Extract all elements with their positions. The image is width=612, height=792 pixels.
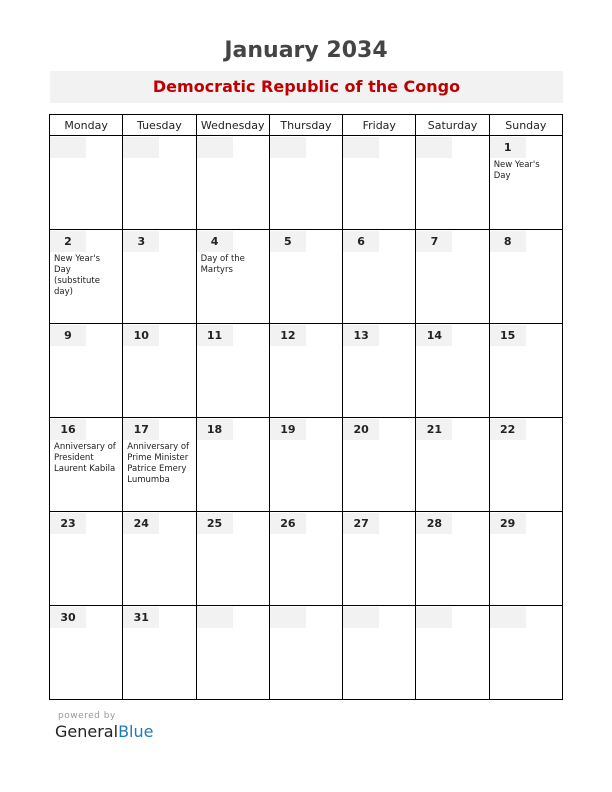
page-title: January 2034 — [224, 38, 388, 63]
calendar-day-cell — [343, 418, 416, 512]
calendar-day-cell — [50, 418, 123, 512]
calendar-day-cell — [269, 230, 342, 324]
day-number: 6 — [343, 231, 379, 252]
day-number: 8 — [490, 231, 526, 252]
day-number — [343, 607, 379, 628]
day-number — [416, 137, 452, 158]
calendar-day-cell — [123, 230, 196, 324]
day-number: 25 — [197, 513, 233, 534]
day-number: 22 — [490, 419, 526, 440]
weekday-header: Thursday — [269, 115, 342, 136]
calendar-day-cell — [343, 230, 416, 324]
day-number: 31 — [123, 607, 159, 628]
calendar-week-row — [50, 324, 563, 418]
holiday-label: New Year's Day (substitute day) — [54, 254, 101, 297]
day-number: 19 — [270, 419, 306, 440]
day-number: 29 — [490, 513, 526, 534]
day-number: 10 — [123, 325, 159, 346]
calendar-day-cell — [196, 512, 269, 606]
country-banner — [50, 71, 563, 103]
calendar-day-cell — [196, 136, 269, 230]
calendar-day-cell — [196, 606, 269, 700]
day-number: 30 — [50, 607, 86, 628]
calendar-week-row — [50, 606, 563, 700]
calendar-day-cell — [489, 418, 562, 512]
day-number: 1 — [490, 137, 526, 158]
day-number: 20 — [343, 419, 379, 440]
calendar-day-cell — [269, 136, 342, 230]
weekday-header: Wednesday — [196, 115, 269, 136]
holiday-label: Anniversary of Prime Minister Patrice Emery Lumumba — [127, 442, 190, 485]
calendar-day-cell — [196, 230, 269, 324]
calendar-day-cell — [489, 606, 562, 700]
day-number — [50, 137, 86, 158]
day-number: 16 — [50, 419, 86, 440]
day-number: 9 — [50, 325, 86, 346]
calendar-day-cell — [123, 324, 196, 418]
weekday-header: Monday — [50, 115, 123, 136]
logo-general-text: General — [55, 722, 119, 741]
day-number: 18 — [197, 419, 233, 440]
weekday-header-row — [50, 115, 563, 136]
calendar-day-cell — [50, 512, 123, 606]
calendar-week-row — [50, 230, 563, 324]
calendar-day-cell — [416, 418, 489, 512]
weekday-header: Sunday — [489, 115, 562, 136]
calendar-day-cell — [123, 512, 196, 606]
calendar-day-cell — [196, 324, 269, 418]
logo-blue-text: Blue — [118, 722, 154, 741]
day-number — [270, 137, 306, 158]
calendar-day-cell — [269, 324, 342, 418]
day-number — [416, 607, 452, 628]
calendar-day-cell — [123, 418, 196, 512]
calendar-day-cell — [343, 606, 416, 700]
day-number — [270, 607, 306, 628]
calendar-day-cell — [343, 136, 416, 230]
generalblue-logo[interactable] — [55, 722, 153, 741]
weekday-header: Friday — [343, 115, 416, 136]
day-number: 15 — [490, 325, 526, 346]
calendar-day-cell — [123, 136, 196, 230]
day-number — [490, 607, 526, 628]
day-number: 27 — [343, 513, 379, 534]
day-number: 17 — [123, 419, 159, 440]
calendar-week-row — [50, 418, 563, 512]
calendar-day-cell — [489, 230, 562, 324]
day-number: 14 — [416, 325, 452, 346]
calendar-day-cell — [343, 324, 416, 418]
calendar-day-cell — [416, 324, 489, 418]
day-number — [197, 607, 233, 628]
calendar-day-cell — [416, 136, 489, 230]
calendar-day-cell — [489, 512, 562, 606]
calendar-day-cell — [123, 606, 196, 700]
calendar-day-cell — [269, 512, 342, 606]
calendar-week-row — [50, 136, 563, 230]
calendar-day-cell — [416, 230, 489, 324]
powered-by-text: powered by — [58, 711, 116, 721]
day-number: 12 — [270, 325, 306, 346]
holiday-label: Anniversary of President Laurent Kabila — [54, 442, 116, 474]
calendar-day-cell — [269, 606, 342, 700]
weekday-header: Tuesday — [123, 115, 196, 136]
day-number — [123, 137, 159, 158]
day-number: 26 — [270, 513, 306, 534]
calendar-day-cell — [489, 136, 562, 230]
day-number: 21 — [416, 419, 452, 440]
day-number — [197, 137, 233, 158]
calendar-day-cell — [416, 606, 489, 700]
calendar-day-cell — [50, 230, 123, 324]
holiday-label: New Year's Day — [493, 160, 540, 181]
day-number: 4 — [197, 231, 233, 252]
day-number: 11 — [197, 325, 233, 346]
calendar-day-cell — [50, 606, 123, 700]
day-number: 23 — [50, 513, 86, 534]
day-number: 28 — [416, 513, 452, 534]
calendar-day-cell — [269, 418, 342, 512]
calendar-grid — [49, 114, 563, 700]
calendar-day-cell — [416, 512, 489, 606]
day-number — [343, 137, 379, 158]
day-number: 24 — [123, 513, 159, 534]
calendar-day-cell — [489, 324, 562, 418]
day-number: 5 — [270, 231, 306, 252]
calendar-day-cell — [196, 418, 269, 512]
calendar-day-cell — [50, 324, 123, 418]
day-number: 13 — [343, 325, 379, 346]
weekday-header: Saturday — [416, 115, 489, 136]
day-number: 2 — [50, 231, 86, 252]
calendar-week-row — [50, 512, 563, 606]
day-number: 7 — [416, 231, 452, 252]
calendar-day-cell — [343, 512, 416, 606]
holiday-label: Day of the Martyrs — [200, 254, 245, 275]
calendar-day-cell — [50, 136, 123, 230]
day-number: 3 — [123, 231, 159, 252]
country-name: Democratic Republic of the Congo — [152, 77, 461, 96]
